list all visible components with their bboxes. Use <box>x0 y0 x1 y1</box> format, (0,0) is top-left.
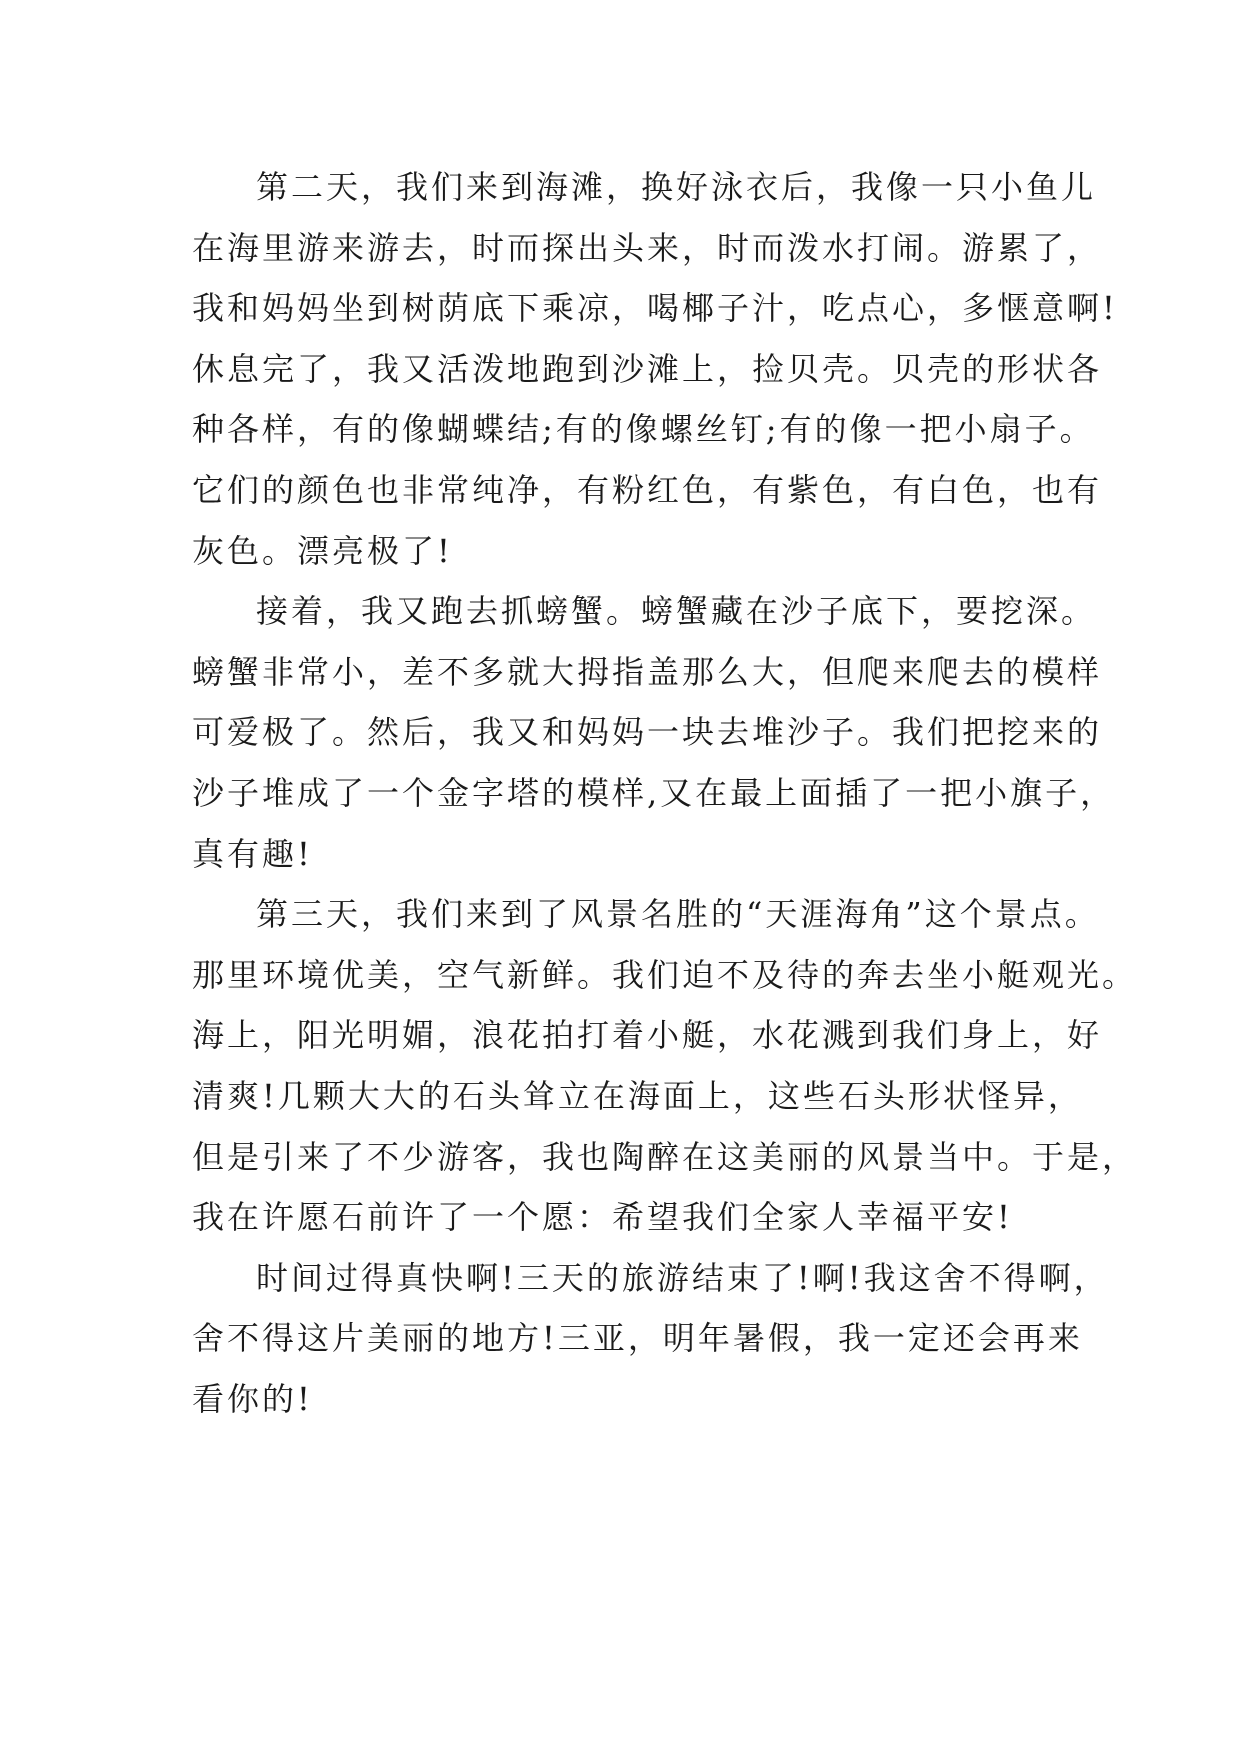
text-line: 舍不得这片美丽的地方!三亚，明年暑假，我一定还会再来 <box>192 1319 1083 1358</box>
text-line: 接着，我又跑去抓螃蟹。螃蟹藏在沙子底下，要挖深。 <box>256 592 1097 631</box>
text-line: 在海里游来游去，时而探出头来，时而泼水打闹。游累了， <box>192 228 1103 267</box>
text-line: 那里环境优美，空气新鲜。我们迫不及待的奔去坐小艇观光。 <box>192 955 1138 994</box>
essay-body <box>192 157 1138 1429</box>
text-line: 第二天，我们来到海滩，换好泳衣后，我像一只小鱼儿 <box>256 168 1097 206</box>
paragraph-crabs-sand <box>192 581 1116 884</box>
text-line: 灰色。漂亮极了! <box>192 531 453 570</box>
text-line: 时间过得真快啊!三天的旅游结束了!啊!我这舍不得啊， <box>256 1258 1109 1297</box>
text-line: 海上，阳光明媚，浪花拍打着小艇，水花溅到我们身上，好 <box>192 1016 1103 1055</box>
text-line: 种各样，有的像蝴蝶结;有的像螺丝钉;有的像一把小扇子。 <box>192 410 1095 449</box>
text-line: 可爱极了。然后，我又和妈妈一块去堆沙子。我们把挖来的 <box>192 713 1103 752</box>
text-line: 它们的颜色也非常纯净，有粉红色，有紫色，有白色，也有 <box>192 470 1103 509</box>
text-line: 清爽!几颗大大的石头耸立在海面上，这些石头形状怪异， <box>192 1076 1083 1115</box>
text-line: 我和妈妈坐到树荫底下乘凉，喝椰子汁，吃点心，多惬意啊! <box>192 289 1118 328</box>
paragraph-beach-day <box>192 157 1118 581</box>
text-line: 休息完了，我又活泼地跑到沙滩上，捡贝壳。贝壳的形状各 <box>192 349 1103 388</box>
paragraph-third-day <box>192 884 1138 1248</box>
text-line: 螃蟹非常小，差不多就大拇指盖那么大，但爬来爬去的模样 <box>192 652 1103 691</box>
text-line: 第三天，我们来到了风景名胜的“天涯海角”这个景点。 <box>256 895 1100 934</box>
paragraph-conclusion <box>192 1248 1109 1430</box>
text-line: 我在许愿石前许了一个愿：希望我们全家人幸福平安! <box>192 1198 1013 1237</box>
text-line: 真有趣! <box>192 834 313 873</box>
text-line: 看你的! <box>192 1379 313 1418</box>
text-line: 但是引来了不少游客，我也陶醉在这美丽的风景当中。于是， <box>192 1137 1138 1176</box>
text-line: 沙子堆成了一个金字塔的模样,又在最上面插了一把小旗子， <box>192 773 1116 812</box>
